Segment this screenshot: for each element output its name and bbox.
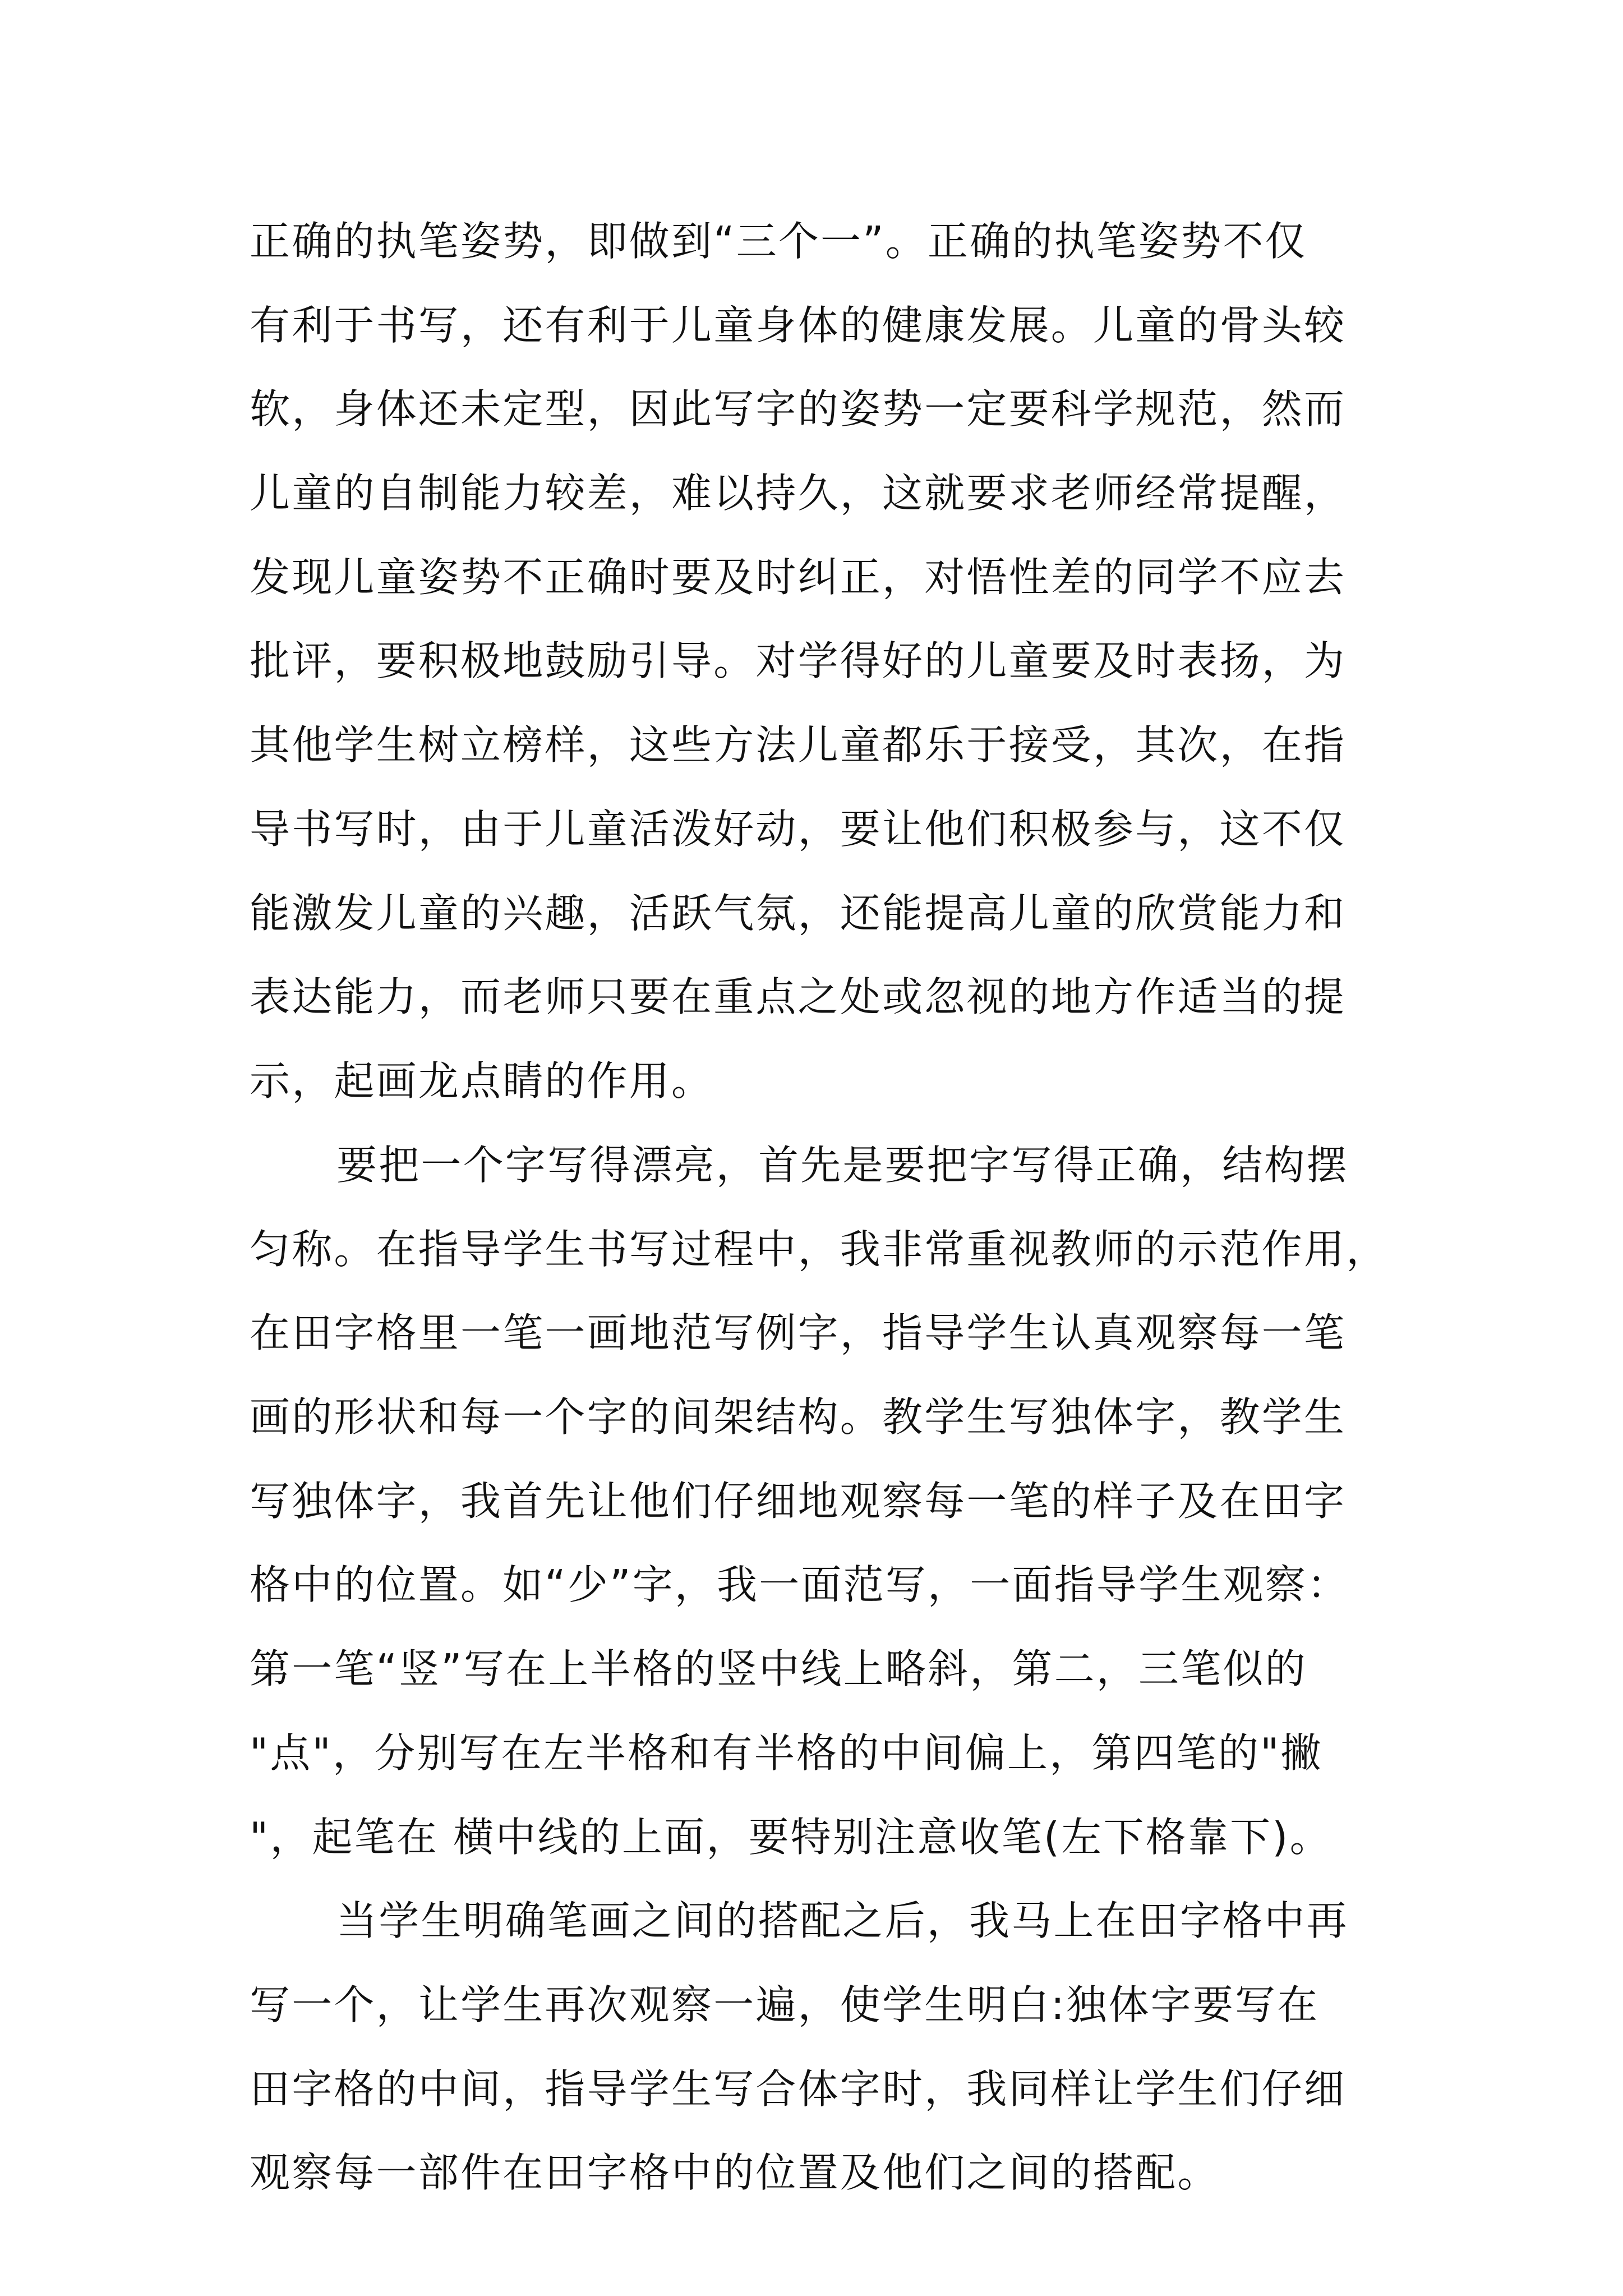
text-line: 其他学生树立榜样，这些方法儿童都乐于接受，其次，在指 bbox=[250, 721, 1347, 769]
text-line: 第一笔“竖”写在上半格的竖中线上略斜，第二，三笔似的 bbox=[250, 1645, 1307, 1692]
text-line: 写独体字，我首先让他们仔细地观察每一笔的样子及在田字 bbox=[250, 1478, 1347, 1525]
text-line: 儿童的自制能力较差，难以持久，这就要求老师经常提醒， bbox=[250, 470, 1347, 517]
text-line: 当学生明确笔画之间的搭配之后，我马上在田字格中再 bbox=[336, 1897, 1349, 1944]
text-line: 能激发儿童的兴趣，活跃气氛，还能提高儿童的欣赏能力和 bbox=[250, 890, 1347, 937]
text-line: 匀称。在指导学生书写过程中，我非常重视教师的示范作用， bbox=[250, 1226, 1389, 1273]
text-line: 导书写时，由于儿童活泼好动，要让他们积极参与，这不仅 bbox=[250, 806, 1347, 853]
text-line: 田字格的中间，指导学生写合体字时，我同样让学生们仔细 bbox=[250, 2065, 1347, 2113]
text-line: 批评，要积极地鼓励引导。对学得好的儿童要及时表扬，为 bbox=[250, 637, 1347, 684]
text-line: 观察每一部件在田字格中的位置及他们之间的搭配。 bbox=[250, 2149, 1220, 2196]
text-line: 写一个，让学生再次观察一遍，使学生明白:独体字要写在 bbox=[250, 1981, 1320, 2028]
text-line: 示，起画龙点睛的作用。 bbox=[250, 1057, 714, 1105]
text-line: "，起笔在 横中线的上面，要特别注意收笔(左下格靠下)。 bbox=[250, 1814, 1332, 1861]
text-line: 要把一个字写得漂亮，首先是要把字写得正确，结构摆 bbox=[336, 1142, 1349, 1189]
text-line: 软，身体还未定型，因此写字的姿势一定要科学规范，然而 bbox=[250, 385, 1347, 432]
text-line: 在田字格里一笔一画地范写例字，指导学生认真观察每一笔 bbox=[250, 1309, 1347, 1356]
text-line: 格中的位置。如“少”字，我一面范写，一面指导学生观察： bbox=[250, 1561, 1350, 1608]
text-line: 有利于书写，还有利于儿童身体的健康发展。儿童的骨头较 bbox=[250, 302, 1347, 349]
text-line: 正确的执笔姿势，即做到“三个一”。正确的执笔姿势不仅 bbox=[250, 218, 1307, 265]
text-line: 画的形状和每一个字的间架结构。教学生写独体字，教学生 bbox=[250, 1393, 1347, 1441]
text-line: "点"，分别写在左半格和有半格的中间偏上，第四笔的"撇 bbox=[250, 1729, 1323, 1777]
text-line: 表达能力，而老师只要在重点之处或忽视的地方作适当的提 bbox=[250, 973, 1347, 1020]
text-line: 发现儿童姿势不正确时要及时纠正，对悟性差的同学不应去 bbox=[250, 554, 1347, 601]
